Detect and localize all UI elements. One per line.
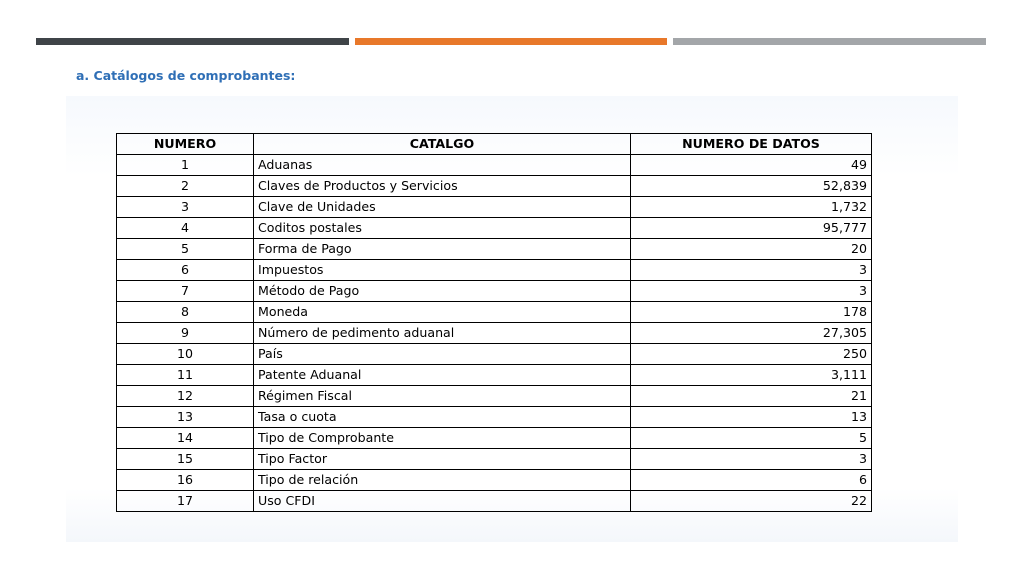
cell-catalogo: Tipo de relación <box>254 470 631 491</box>
table-row <box>117 323 872 344</box>
cell-numero: 15 <box>117 449 254 470</box>
header-numero-de-datos: NUMERO DE DATOS <box>631 134 872 155</box>
cell-numero: 4 <box>117 218 254 239</box>
cell-numero-de-datos: 22 <box>631 491 872 512</box>
cell-numero: 17 <box>117 491 254 512</box>
cell-numero-de-datos: 20 <box>631 239 872 260</box>
cell-numero-de-datos: 21 <box>631 386 872 407</box>
cell-numero: 10 <box>117 344 254 365</box>
cell-catalogo: País <box>254 344 631 365</box>
cell-numero: 14 <box>117 428 254 449</box>
cell-numero: 16 <box>117 470 254 491</box>
table-row <box>117 302 872 323</box>
cell-catalogo: Método de Pago <box>254 281 631 302</box>
cell-numero: 6 <box>117 260 254 281</box>
table-row <box>117 428 872 449</box>
table-row <box>117 155 872 176</box>
table-row <box>117 344 872 365</box>
cell-numero-de-datos: 3,111 <box>631 365 872 386</box>
cell-catalogo: Aduanas <box>254 155 631 176</box>
section-subtitle: a. Catálogos de comprobantes: <box>76 68 296 83</box>
table-row <box>117 218 872 239</box>
cell-catalogo: Forma de Pago <box>254 239 631 260</box>
table-row <box>117 449 872 470</box>
cell-catalogo: Tipo Factor <box>254 449 631 470</box>
table-header-row <box>117 134 872 155</box>
accent-bar-orange <box>355 38 667 45</box>
table-row <box>117 197 872 218</box>
cell-numero: 12 <box>117 386 254 407</box>
cell-numero: 3 <box>117 197 254 218</box>
table-row <box>117 470 872 491</box>
accent-bar-grey <box>673 38 986 45</box>
cell-catalogo: Régimen Fiscal <box>254 386 631 407</box>
table-row <box>117 386 872 407</box>
table-row <box>117 407 872 428</box>
table-row <box>117 176 872 197</box>
cell-catalogo: Impuestos <box>254 260 631 281</box>
table-row <box>117 491 872 512</box>
cell-numero: 11 <box>117 365 254 386</box>
cell-numero: 13 <box>117 407 254 428</box>
cell-numero: 8 <box>117 302 254 323</box>
cell-numero-de-datos: 3 <box>631 281 872 302</box>
cell-numero: 2 <box>117 176 254 197</box>
cell-numero: 9 <box>117 323 254 344</box>
cell-catalogo: Coditos postales <box>254 218 631 239</box>
cell-catalogo: Patente Aduanal <box>254 365 631 386</box>
cell-numero-de-datos: 27,305 <box>631 323 872 344</box>
cell-numero-de-datos: 49 <box>631 155 872 176</box>
header-catalogo: CATALGO <box>254 134 631 155</box>
cell-numero-de-datos: 3 <box>631 260 872 281</box>
table-row <box>117 239 872 260</box>
cell-numero-de-datos: 6 <box>631 470 872 491</box>
cell-numero: 1 <box>117 155 254 176</box>
header-accent-bars <box>36 38 986 45</box>
cell-numero-de-datos: 95,777 <box>631 218 872 239</box>
cell-numero-de-datos: 250 <box>631 344 872 365</box>
cell-numero-de-datos: 178 <box>631 302 872 323</box>
table-row <box>117 260 872 281</box>
cell-numero: 5 <box>117 239 254 260</box>
cell-numero-de-datos: 13 <box>631 407 872 428</box>
cell-catalogo: Claves de Productos y Servicios <box>254 176 631 197</box>
catalog-table <box>116 133 872 512</box>
cell-numero-de-datos: 52,839 <box>631 176 872 197</box>
header-numero: NUMERO <box>117 134 254 155</box>
cell-catalogo: Tipo de Comprobante <box>254 428 631 449</box>
cell-catalogo: Número de pedimento aduanal <box>254 323 631 344</box>
cell-catalogo: Tasa o cuota <box>254 407 631 428</box>
cell-numero-de-datos: 1,732 <box>631 197 872 218</box>
cell-catalogo: Moneda <box>254 302 631 323</box>
cell-catalogo: Clave de Unidades <box>254 197 631 218</box>
cell-numero: 7 <box>117 281 254 302</box>
cell-numero-de-datos: 3 <box>631 449 872 470</box>
accent-bar-dark <box>36 38 349 45</box>
table-row <box>117 281 872 302</box>
cell-catalogo: Uso CFDI <box>254 491 631 512</box>
table-row <box>117 365 872 386</box>
cell-numero-de-datos: 5 <box>631 428 872 449</box>
